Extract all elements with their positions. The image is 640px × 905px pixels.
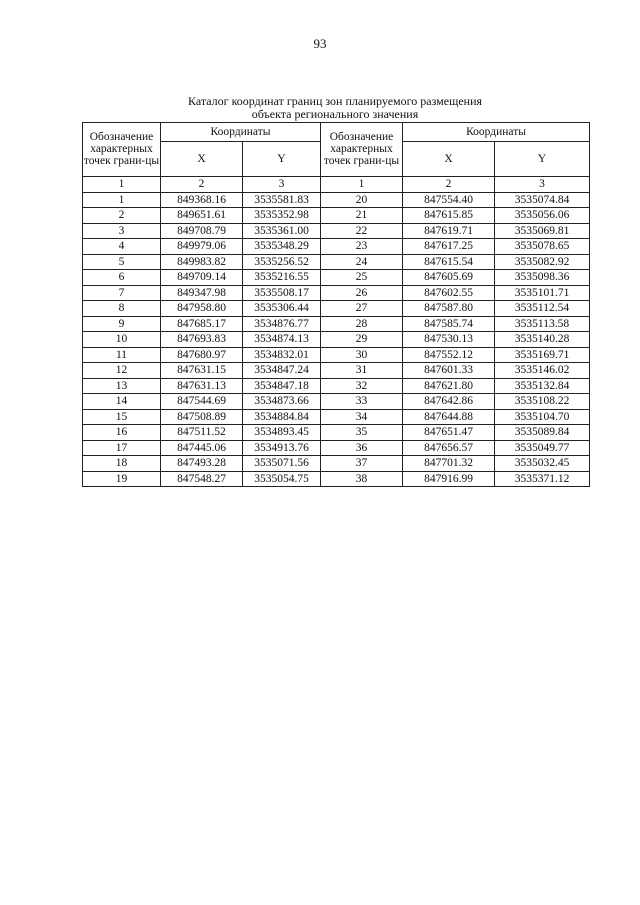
coordinates-table-body: [83, 192, 590, 487]
point-number: 24: [321, 254, 403, 270]
y-value: 3535146.02: [495, 363, 590, 379]
page-number: 93: [313, 36, 327, 51]
point-number: 36: [321, 440, 403, 456]
table-row: [83, 208, 590, 224]
x-value: 847511.52: [161, 425, 243, 441]
point-number: 34: [321, 409, 403, 425]
x-value: 849708.79: [161, 223, 243, 239]
point-number: 20: [321, 192, 403, 208]
point-number: 31: [321, 363, 403, 379]
y-value: 3535101.71: [495, 285, 590, 301]
x-value: 849368.16: [161, 192, 243, 208]
x-value: 847601.33: [403, 363, 495, 379]
point-number: 29: [321, 332, 403, 348]
y-value: 3535071.56: [243, 456, 321, 472]
table-caption: [82, 95, 588, 121]
point-number: 13: [83, 378, 161, 394]
y-value: 3534873.66: [243, 394, 321, 410]
y-value: 3535216.55: [243, 270, 321, 286]
point-number: 26: [321, 285, 403, 301]
point-designation-header-left: Обозначение характерных точек грани-цы: [83, 123, 161, 177]
table-row: [83, 347, 590, 363]
point-number: 14: [83, 394, 161, 410]
point-number: 21: [321, 208, 403, 224]
point-number: 1: [83, 192, 161, 208]
table-row: [83, 471, 590, 487]
x-value: 847619.71: [403, 223, 495, 239]
x-value: 847642.86: [403, 394, 495, 410]
point-number: 9: [83, 316, 161, 332]
x-header-right: X: [403, 142, 495, 177]
column-number: 1: [321, 177, 403, 193]
y-value: 3535113.58: [495, 316, 590, 332]
y-value: 3535169.71: [495, 347, 590, 363]
y-value: 3535098.36: [495, 270, 590, 286]
x-value: 849709.14: [161, 270, 243, 286]
x-value: 847445.06: [161, 440, 243, 456]
table-row: [83, 239, 590, 255]
point-number: 3: [83, 223, 161, 239]
y-value: 3535104.70: [495, 409, 590, 425]
coordinates-header-right: Координаты: [403, 123, 590, 142]
point-number: 30: [321, 347, 403, 363]
table-row: [83, 223, 590, 239]
table-row: [83, 270, 590, 286]
point-number: 12: [83, 363, 161, 379]
y-value: 3535140.28: [495, 332, 590, 348]
y-value: 3535112.54: [495, 301, 590, 317]
column-numbers-row: [83, 177, 590, 193]
y-value: 3535049.77: [495, 440, 590, 456]
x-value: 847615.54: [403, 254, 495, 270]
x-value: 847701.32: [403, 456, 495, 472]
x-value: 847631.15: [161, 363, 243, 379]
table-row: [83, 425, 590, 441]
point-number: 17: [83, 440, 161, 456]
y-value: 3535054.75: [243, 471, 321, 487]
column-number: 1: [83, 177, 161, 193]
caption-line-2: объекта регионального значения: [251, 107, 419, 121]
point-number: 38: [321, 471, 403, 487]
y-value: 3535032.45: [495, 456, 590, 472]
x-value: 847548.27: [161, 471, 243, 487]
x-value: 847552.12: [403, 347, 495, 363]
y-value: 3535132.84: [495, 378, 590, 394]
y-value: 3534884.84: [243, 409, 321, 425]
column-number: 2: [161, 177, 243, 193]
table-row: [83, 316, 590, 332]
y-value: 3535508.17: [243, 285, 321, 301]
x-value: 847617.25: [403, 239, 495, 255]
x-value: 849979.06: [161, 239, 243, 255]
x-value: 847644.88: [403, 409, 495, 425]
y-value: 3534913.76: [243, 440, 321, 456]
point-number: 27: [321, 301, 403, 317]
x-value: 847693.83: [161, 332, 243, 348]
x-value: 849347.98: [161, 285, 243, 301]
y-value: 3534876.77: [243, 316, 321, 332]
point-number: 25: [321, 270, 403, 286]
y-header-left: Y: [243, 142, 321, 177]
caption-line-1: Каталог координат границ зон планируемого размещения: [187, 94, 483, 108]
table-row: [83, 363, 590, 379]
point-number: 22: [321, 223, 403, 239]
x-value: 847631.13: [161, 378, 243, 394]
point-number: 11: [83, 347, 161, 363]
table-row: [83, 378, 590, 394]
x-value: 847680.97: [161, 347, 243, 363]
point-number: 35: [321, 425, 403, 441]
point-number: 32: [321, 378, 403, 394]
column-number: 3: [243, 177, 321, 193]
point-designation-header-right: Обозначение характерных точек грани-цы: [321, 123, 403, 177]
x-value: 847554.40: [403, 192, 495, 208]
point-number: 10: [83, 332, 161, 348]
y-value: 3535306.44: [243, 301, 321, 317]
coordinates-table: [82, 122, 590, 487]
point-number: 4: [83, 239, 161, 255]
x-value: 847602.55: [403, 285, 495, 301]
y-value: 3534832.01: [243, 347, 321, 363]
table-row: [83, 394, 590, 410]
x-value: 847544.69: [161, 394, 243, 410]
x-value: 847621.80: [403, 378, 495, 394]
table-row: [83, 409, 590, 425]
y-header-right: Y: [495, 142, 590, 177]
column-number: 3: [495, 177, 590, 193]
y-value: 3535082.92: [495, 254, 590, 270]
x-value: 847508.89: [161, 409, 243, 425]
y-value: 3534847.24: [243, 363, 321, 379]
table-row: [83, 440, 590, 456]
table-row: [83, 192, 590, 208]
point-number: 19: [83, 471, 161, 487]
coordinates-header-left: Координаты: [161, 123, 321, 142]
point-number: 2: [83, 208, 161, 224]
table-row: [83, 301, 590, 317]
y-value: 3535089.84: [495, 425, 590, 441]
y-value: 3535348.29: [243, 239, 321, 255]
point-number: 33: [321, 394, 403, 410]
y-value: 3535352.98: [243, 208, 321, 224]
point-number: 28: [321, 316, 403, 332]
x-value: 847958.80: [161, 301, 243, 317]
table-row: [83, 254, 590, 270]
x-value: 847585.74: [403, 316, 495, 332]
y-value: 3535371.12: [495, 471, 590, 487]
x-value: 847685.17: [161, 316, 243, 332]
point-number: 15: [83, 409, 161, 425]
y-value: 3534847.18: [243, 378, 321, 394]
table-row: [83, 285, 590, 301]
point-number: 37: [321, 456, 403, 472]
x-value: 847916.99: [403, 471, 495, 487]
y-value: 3535069.81: [495, 223, 590, 239]
point-number: 23: [321, 239, 403, 255]
x-value: 847530.13: [403, 332, 495, 348]
y-value: 3535074.84: [495, 192, 590, 208]
point-number: 18: [83, 456, 161, 472]
x-value: 847605.69: [403, 270, 495, 286]
y-value: 3535056.06: [495, 208, 590, 224]
y-value: 3535078.65: [495, 239, 590, 255]
point-number: 16: [83, 425, 161, 441]
y-value: 3535256.52: [243, 254, 321, 270]
point-number: 8: [83, 301, 161, 317]
table-row: [83, 332, 590, 348]
x-value: 847615.85: [403, 208, 495, 224]
x-value: 847493.28: [161, 456, 243, 472]
x-value: 847651.47: [403, 425, 495, 441]
x-value: 849983.82: [161, 254, 243, 270]
x-value: 849651.61: [161, 208, 243, 224]
x-value: 847656.57: [403, 440, 495, 456]
y-value: 3535108.22: [495, 394, 590, 410]
x-value: 847587.80: [403, 301, 495, 317]
y-value: 3534874.13: [243, 332, 321, 348]
point-number: 7: [83, 285, 161, 301]
y-value: 3535581.83: [243, 192, 321, 208]
x-header-left: X: [161, 142, 243, 177]
table-row: [83, 456, 590, 472]
y-value: 3534893.45: [243, 425, 321, 441]
y-value: 3535361.00: [243, 223, 321, 239]
point-number: 6: [83, 270, 161, 286]
point-number: 5: [83, 254, 161, 270]
header-row-1: [83, 123, 590, 142]
column-number: 2: [403, 177, 495, 193]
